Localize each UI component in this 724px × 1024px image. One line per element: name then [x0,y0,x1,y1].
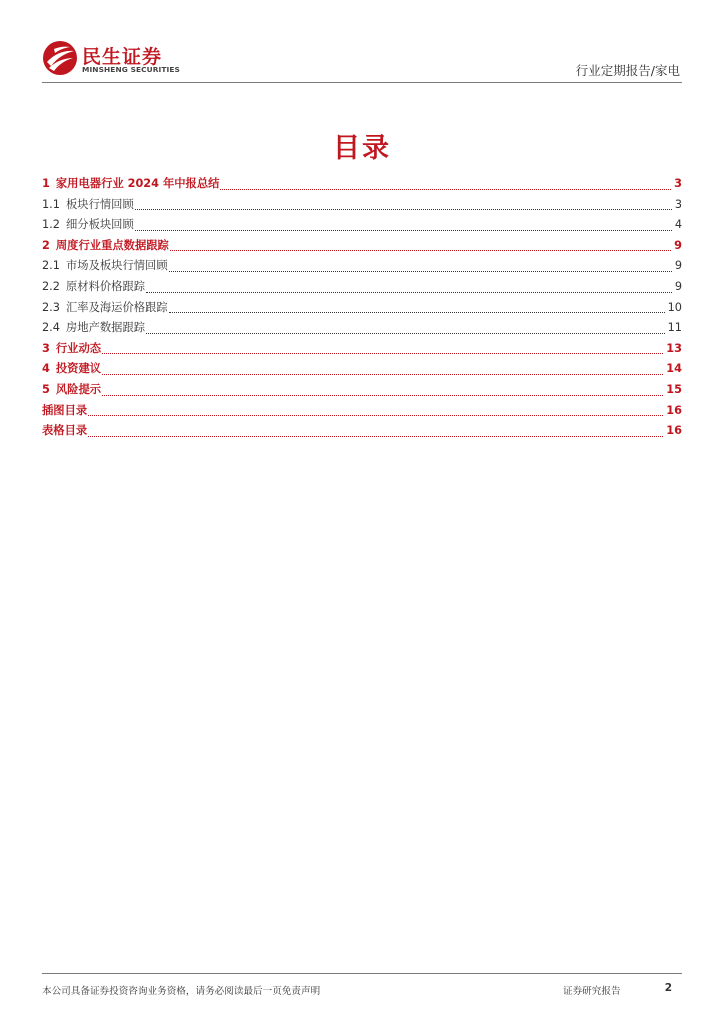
toc-dot-leader [102,373,663,375]
toc-entry-number: 5 [42,382,50,396]
toc-entry-number: 2.4 [42,321,60,335]
company-logo [42,40,178,80]
toc-entry-label: 汇率及海运价格跟踪 [65,300,168,314]
footer-report-type: 证券研究报告 [563,986,621,997]
toc-entry-page: 3 [674,197,682,211]
toc-entry-label: 行业动态 [55,341,102,355]
toc-entry-label: 表格目录 [42,424,88,438]
toc-dot-leader [169,311,665,313]
toc-entry-label: 板块行情回顾 [65,197,134,211]
toc-entry[interactable] [42,360,682,381]
toc-entry[interactable] [42,381,682,402]
toc-entry-number: 2.1 [42,259,60,273]
toc-list [42,175,682,443]
toc-entry[interactable] [42,175,682,196]
table-of-contents [42,175,682,443]
footer-divider [42,973,682,974]
logo-english-name: MINSHENG SECURITIES [82,65,180,74]
toc-entry-page: 10 [667,300,682,314]
toc-entry-number: 1.2 [42,218,60,232]
toc-entry-page: 11 [667,321,682,335]
report-category: 行业定期报告/家电 [575,63,680,78]
toc-entry[interactable] [42,319,682,340]
toc-entry-page: 14 [666,362,682,376]
page-header [0,0,724,86]
toc-entry[interactable] [42,402,682,423]
toc-entry-number: 2.3 [42,300,60,314]
toc-entry[interactable] [42,196,682,217]
toc-entry-page: 9 [674,259,682,273]
toc-entry[interactable] [42,422,682,443]
toc-dot-leader [102,352,663,354]
toc-entry-label: 家用电器行业 2024 年中报总结 [55,177,220,190]
toc-entry-page: 9 [674,279,682,293]
toc-entry-number: 1.1 [42,197,60,211]
toc-dot-leader [170,249,671,251]
toc-entry[interactable] [42,278,682,299]
toc-dot-leader [102,394,663,396]
toc-dot-leader [146,332,665,334]
toc-entry-number: 2.2 [42,279,60,293]
toc-entry-page: 16 [666,424,682,438]
header-divider [42,82,682,83]
toc-entry-label: 市场及板块行情回顾 [65,259,168,273]
toc-entry-page: 13 [666,341,682,355]
toc-entry-page: 3 [674,177,682,190]
toc-entry-label: 风险提示 [55,382,102,396]
toc-entry-number: 1 [42,177,50,190]
toc-entry[interactable] [42,340,682,361]
toc-dot-leader [135,208,672,210]
toc-entry-label: 投资建议 [55,362,102,376]
toc-dot-leader [220,188,671,190]
minsheng-logo-icon [42,40,78,76]
toc-dot-leader [135,229,672,231]
toc-entry[interactable] [42,257,682,278]
toc-entry-number: 2 [42,238,50,252]
toc-entry[interactable] [42,299,682,320]
toc-entry-page: 4 [674,218,682,232]
toc-title: 目录 [333,133,391,164]
toc-dot-leader [88,435,663,437]
toc-entry-label: 插图目录 [42,403,88,417]
toc-entry-label: 房地产数据跟踪 [65,321,146,335]
toc-entry-label: 周度行业重点数据跟踪 [55,238,169,252]
toc-dot-leader [169,270,672,272]
toc-entry-page: 16 [666,403,682,417]
toc-dot-leader [146,291,672,293]
toc-dot-leader [88,414,663,416]
footer-disclaimer: 本公司具备证券投资咨询业务资格，请务必阅读最后一页免责声明 [42,986,321,997]
toc-entry-label: 细分板块回顾 [65,218,134,232]
toc-entry-label: 原材料价格跟踪 [65,279,146,293]
toc-entry[interactable] [42,237,682,258]
toc-entry[interactable] [42,216,682,237]
toc-entry-page: 9 [674,238,682,252]
toc-entry-number: 4 [42,362,50,376]
page-number: 2 [664,982,672,994]
toc-entry-number: 3 [42,341,50,355]
toc-entry-page: 15 [666,382,682,396]
logo-chinese-name: 民生证券 [82,46,163,68]
